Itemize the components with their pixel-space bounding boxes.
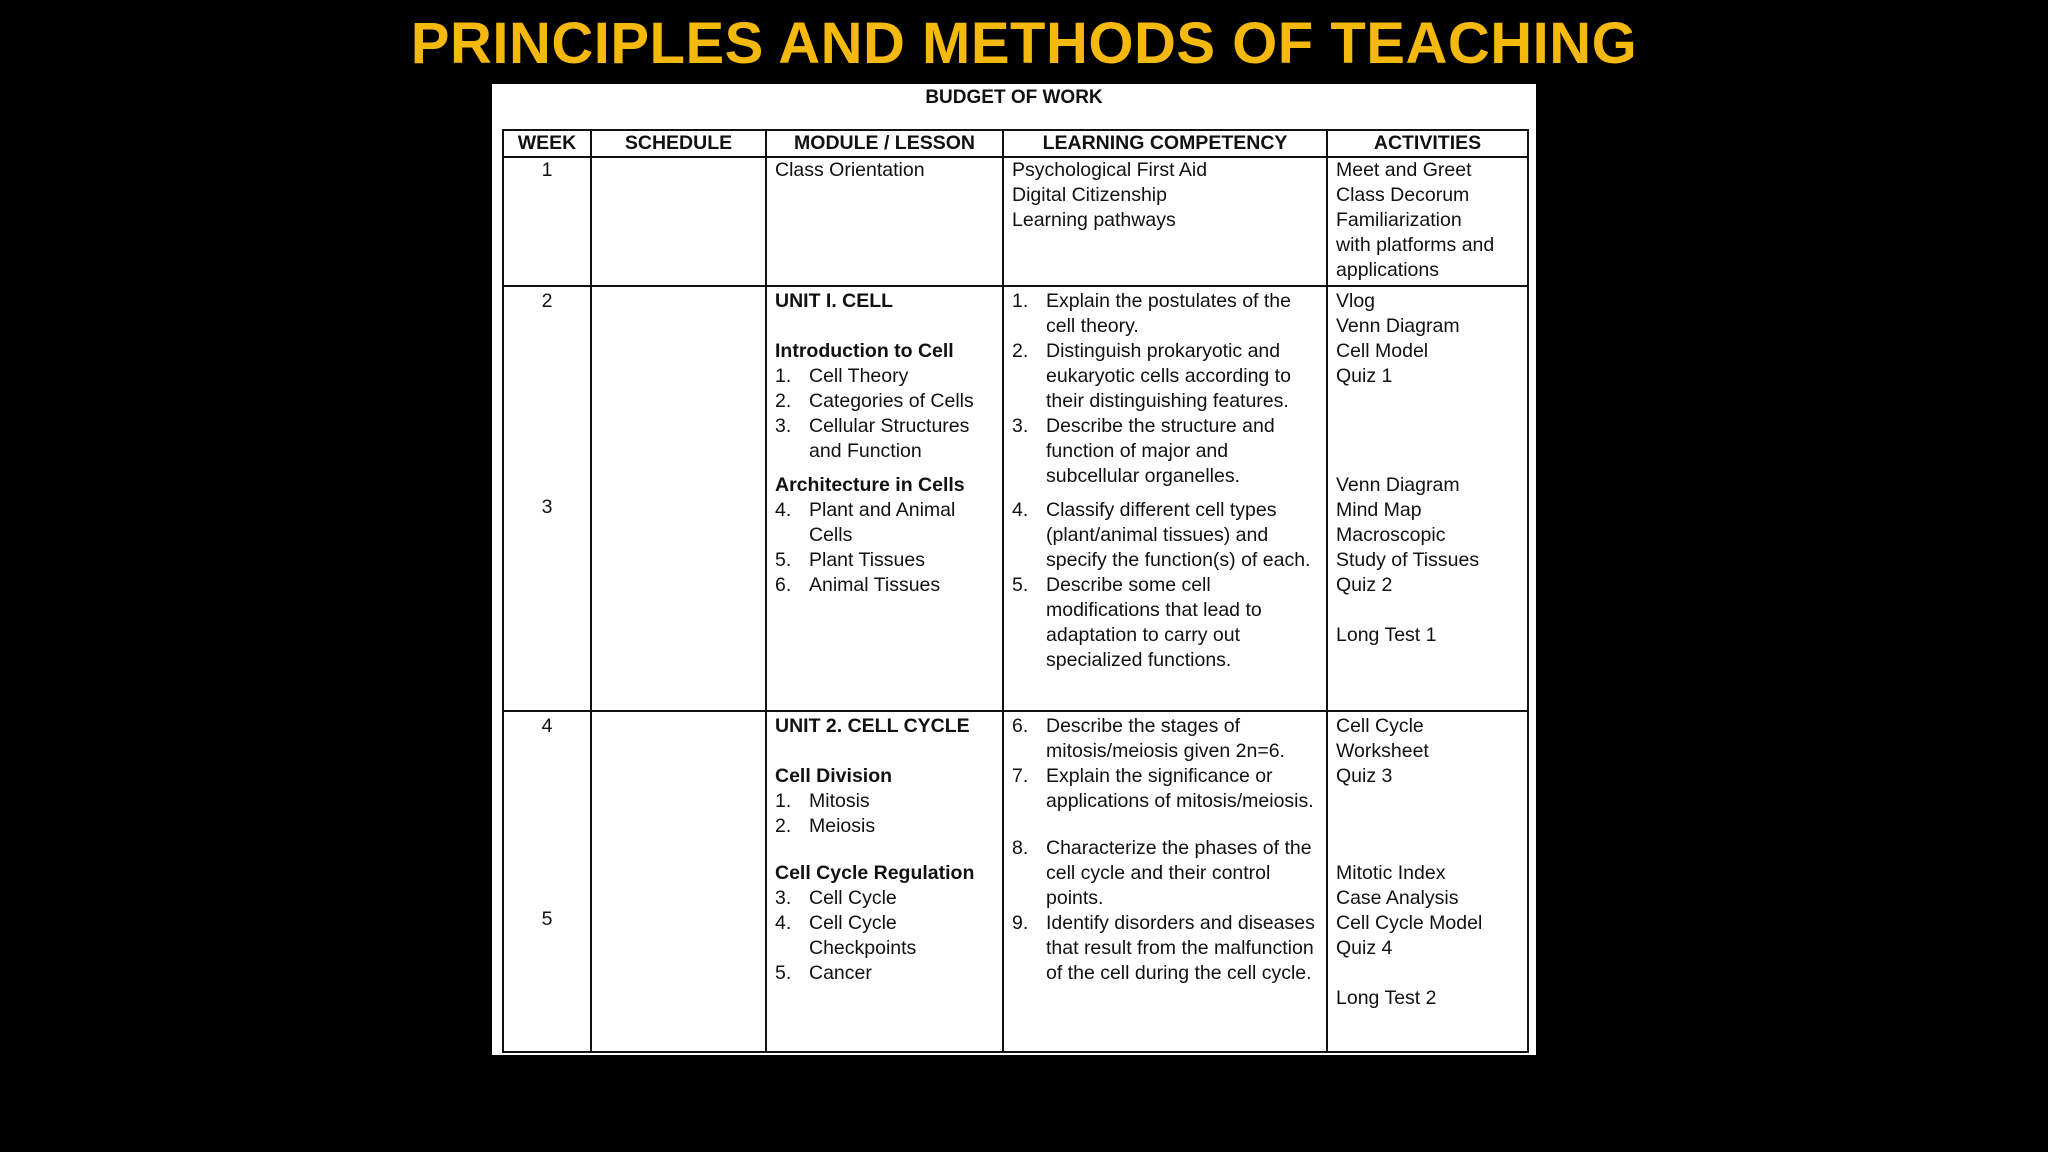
activities-cell [1327, 711, 1528, 1052]
week-number: 1 [541, 159, 553, 181]
module-cell [766, 286, 1003, 711]
competency-cell [1003, 157, 1327, 286]
competency-cell [1003, 286, 1327, 711]
list-item: 7. Explain the significance or applications of mitosis/meiosis. [1012, 765, 1314, 812]
list-item: 4. Cell Cycle Checkpoints [775, 912, 917, 959]
section-heading: Cell Cycle Regulation [775, 862, 975, 884]
activity-text: Quiz 4 [1336, 937, 1393, 959]
table-row [503, 711, 1528, 1052]
list-item: 8. Characterize the phases of the cell cycle and their control points. [1012, 837, 1312, 909]
lesson-list [775, 886, 994, 986]
competency-text: Digital Citizenship [1012, 184, 1167, 206]
week-cell [503, 286, 591, 711]
week-number: 3 [541, 496, 553, 518]
list-item: 2. Meiosis [775, 815, 876, 837]
week-cell [503, 711, 591, 1052]
table-row [503, 157, 1528, 286]
list-item: 3. Describe the structure and function of major and subcellular organelles. [1012, 415, 1275, 487]
competency-list [1012, 714, 1318, 814]
week-number: 5 [541, 908, 553, 930]
activity-text: Vlog [1336, 290, 1376, 312]
section-heading: Architecture in Cells [775, 474, 965, 496]
header-activities: ACTIVITIES [1327, 130, 1528, 157]
competency-text: Learning pathways [1012, 209, 1176, 231]
activity-text: Quiz 2 [1336, 574, 1393, 596]
list-item: 4. Plant and Animal Cells [775, 499, 956, 546]
unit-title: UNIT I. CELL [775, 290, 894, 312]
list-item: 6. Describe the stages of mitosis/meiosis given 2n=6. [1012, 715, 1285, 762]
document-title: BUDGET OF WORK [925, 87, 1103, 108]
week-number: 2 [541, 290, 553, 312]
activity-text: Macroscopic [1336, 524, 1446, 546]
header-week: WEEK [503, 130, 591, 157]
activity-text: Cell Cycle [1336, 715, 1424, 737]
list-item: 1. Explain the postulates of the cell theory. [1012, 290, 1291, 337]
module-cell [766, 157, 1003, 286]
list-item: 5. Describe some cell modifications that lead to adaptation to carry out specialized functions. [1012, 574, 1262, 671]
schedule-cell [591, 711, 766, 1052]
schedule-cell [591, 157, 766, 286]
budget-of-work-document [492, 84, 1536, 1055]
activity-text: Mitotic Index [1336, 862, 1446, 884]
list-item: 3. Cell Cycle [775, 887, 897, 909]
header-schedule: SCHEDULE [591, 130, 766, 157]
activities-cell [1327, 157, 1528, 286]
competency-cell [1003, 711, 1327, 1052]
activity-text: Study of Tissues [1336, 549, 1480, 571]
activity-text: Venn Diagram [1336, 474, 1460, 496]
list-item: 5. Cancer [775, 962, 872, 984]
lesson-list [775, 789, 994, 839]
activity-text: Meet and Greet [1336, 159, 1472, 181]
list-item: 1. Cell Theory [775, 365, 909, 387]
activity-text: Class Decorum [1336, 184, 1470, 206]
table-row [503, 286, 1528, 711]
list-item: 2. Distinguish prokaryotic and eukaryotic cells according to their distinguishing features. [1012, 340, 1291, 412]
lesson-list [775, 364, 994, 464]
module-text: Class Orientation [775, 159, 925, 181]
week-number: 4 [541, 715, 553, 737]
competency-list [1012, 289, 1318, 489]
activity-text: Quiz 1 [1336, 365, 1393, 387]
list-item: 6. Animal Tissues [775, 574, 941, 596]
competency-list [1012, 498, 1318, 673]
activity-text: applications [1336, 259, 1439, 281]
activity-text: Long Test 2 [1336, 987, 1437, 1009]
activity-text: Quiz 3 [1336, 765, 1393, 787]
activity-text: Worksheet [1336, 740, 1429, 762]
slide-title: PRINCIPLES AND METHODS OF TEACHING [410, 11, 1638, 76]
list-item: 3. Cellular Structures and Function [775, 415, 970, 462]
activity-text: Venn Diagram [1336, 315, 1460, 337]
list-item: 2. Categories of Cells [775, 390, 974, 412]
activity-text: Cell Cycle Model [1336, 912, 1483, 934]
table-header-row [503, 130, 1528, 157]
section-heading: Introduction to Cell [775, 340, 954, 362]
budget-table [502, 129, 1529, 1053]
activity-text: Mind Map [1336, 499, 1422, 521]
module-cell [766, 711, 1003, 1052]
list-item: 4. Classify different cell types (plant/animal tissues) and specify the function(s) of each. [1012, 499, 1311, 571]
activity-text: Case Analysis [1336, 887, 1459, 909]
header-competency: LEARNING COMPETENCY [1003, 130, 1327, 157]
competency-list [1012, 836, 1318, 986]
list-item: 5. Plant Tissues [775, 549, 925, 571]
activity-text: Long Test 1 [1336, 624, 1437, 646]
activity-text: Cell Model [1336, 340, 1429, 362]
week-cell [503, 157, 591, 286]
activity-text: Familiarization [1336, 209, 1462, 231]
unit-title: UNIT 2. CELL CYCLE [775, 715, 970, 737]
activity-text: with platforms and [1336, 234, 1495, 256]
section-heading: Cell Division [775, 765, 893, 787]
list-item: 9. Identify disorders and diseases that result from the malfunction of the cell during the cell cycle. [1012, 912, 1315, 984]
list-item: 1. Mitosis [775, 790, 870, 812]
lesson-list [775, 498, 994, 598]
competency-text: Psychological First Aid [1012, 159, 1208, 181]
schedule-cell [591, 286, 766, 711]
activities-cell [1327, 286, 1528, 711]
header-module: MODULE / LESSON [766, 130, 1003, 157]
